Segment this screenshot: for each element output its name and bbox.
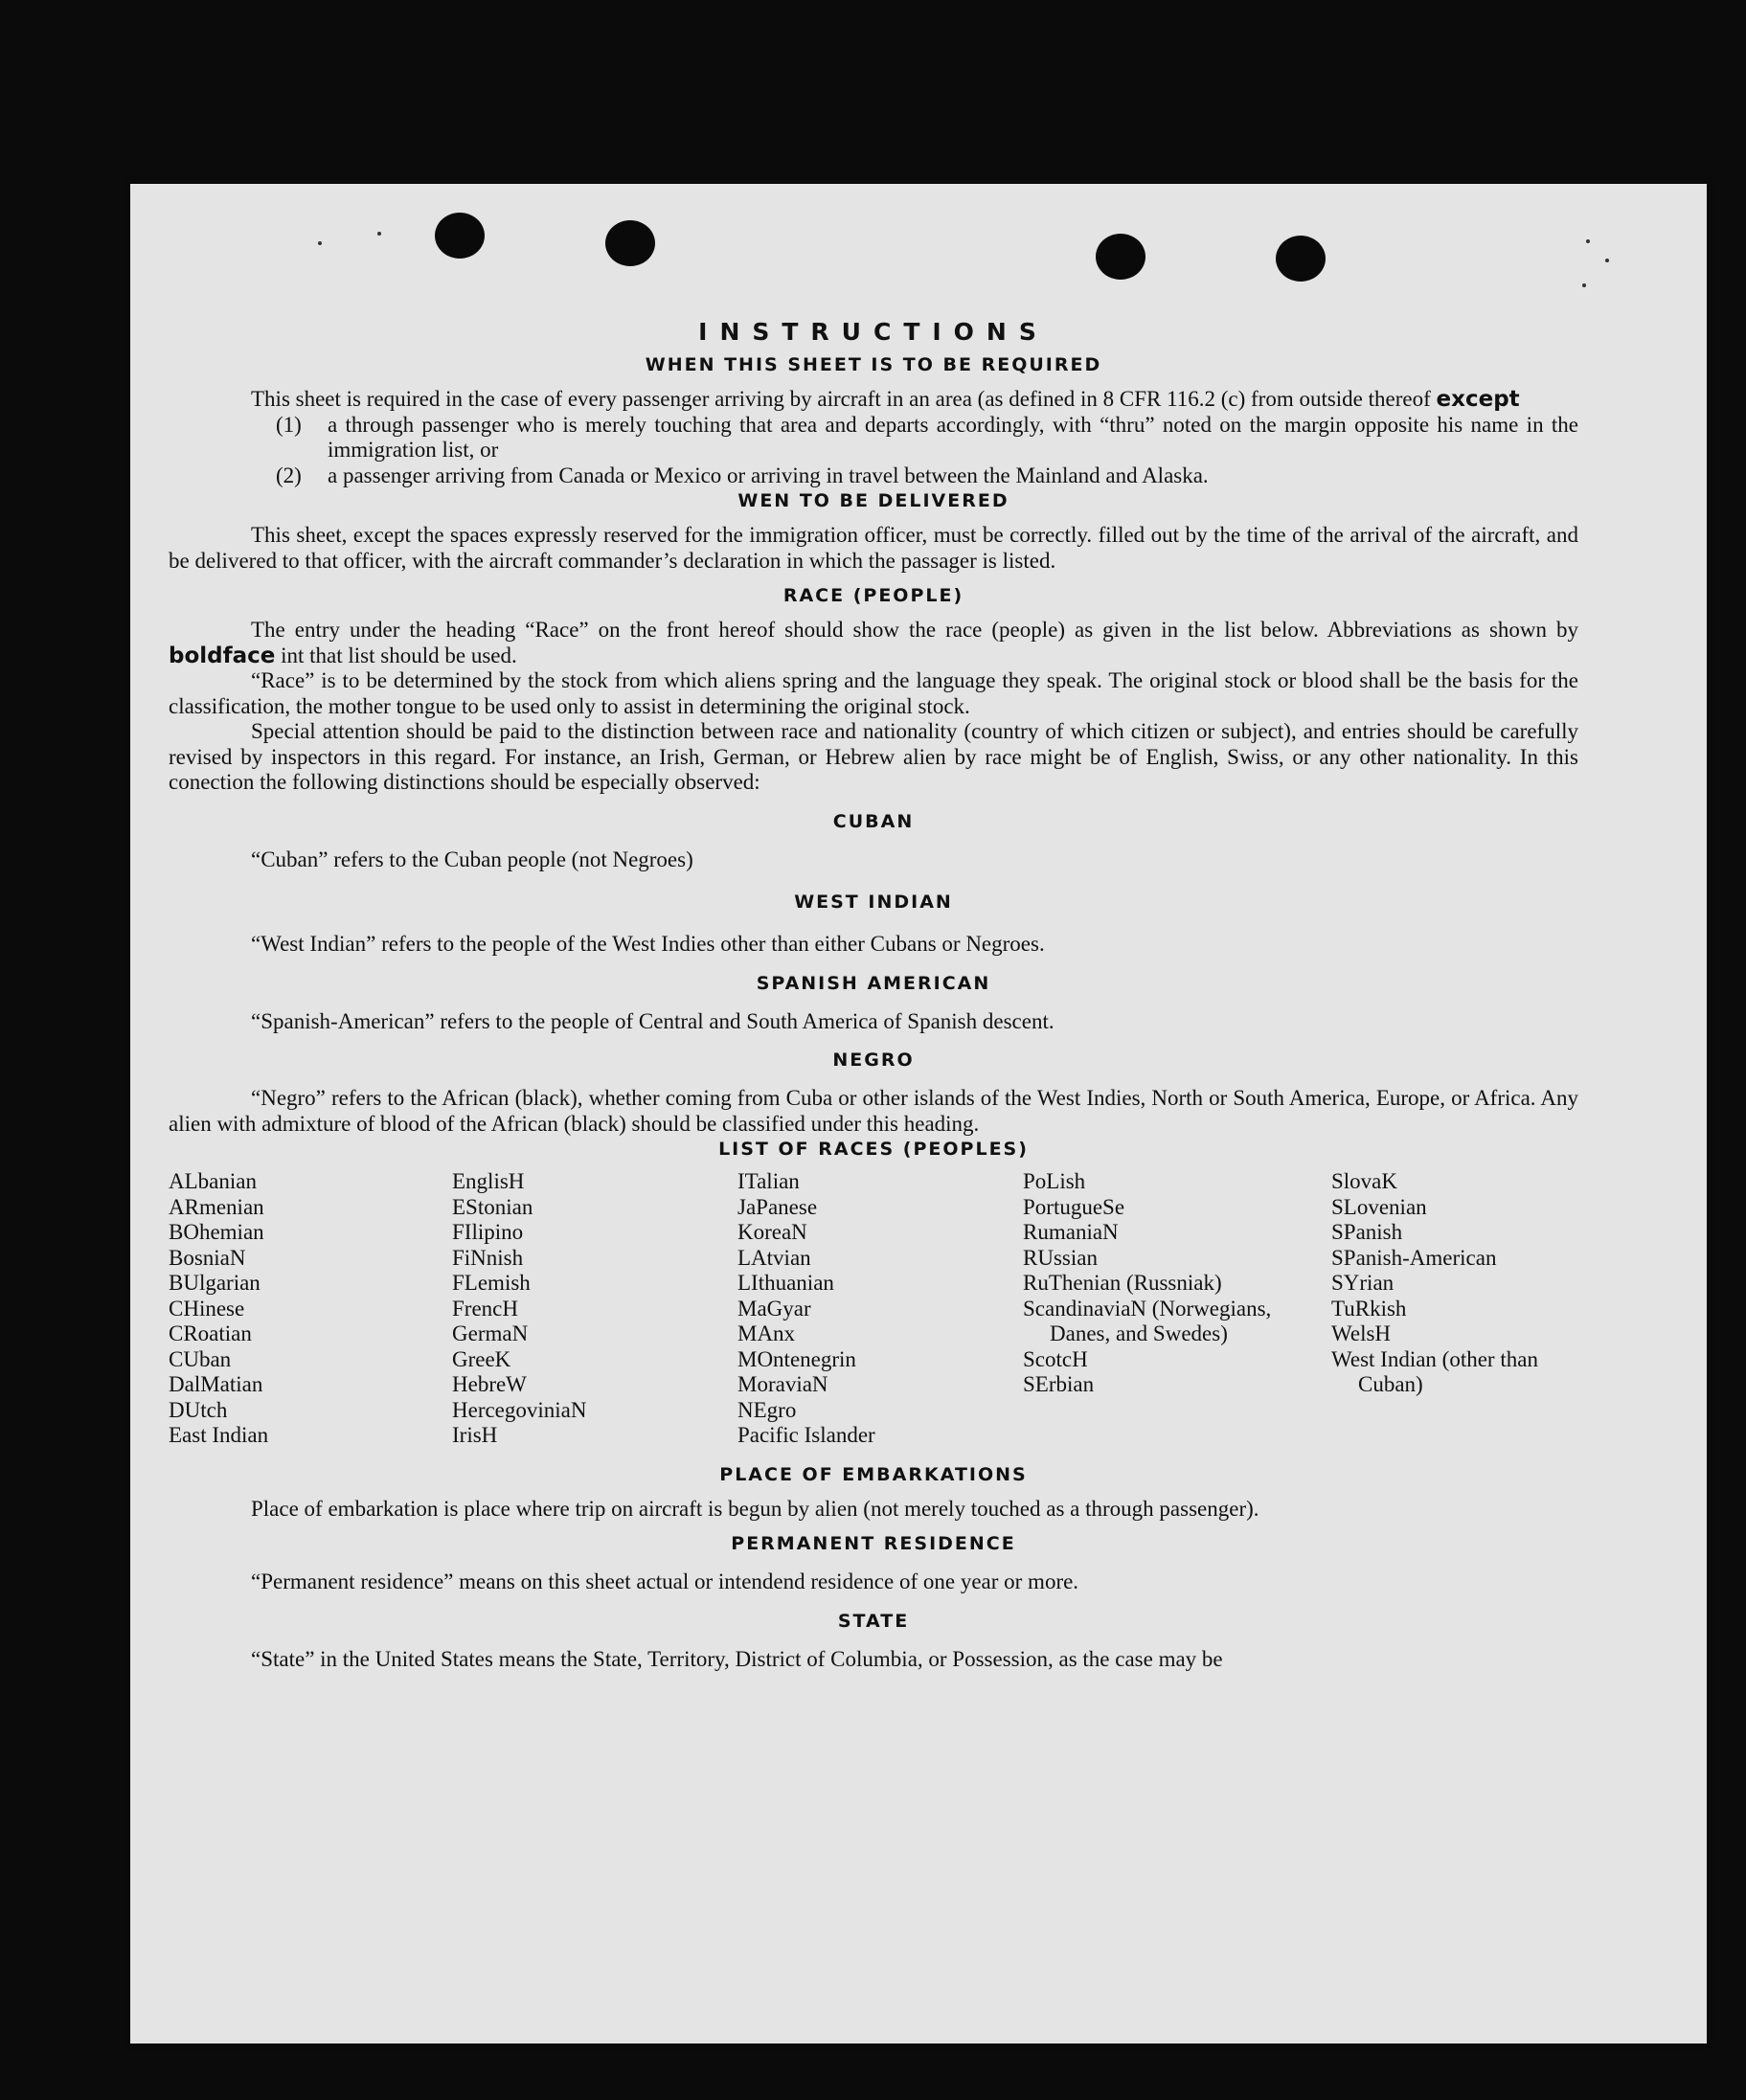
race-paragraph-3: Special attention should be paid to the distinction between race and nationality (country of which citizen or subject), and entries should be carefully revised by inspectors in this regard. For instance, an Irish, German, or Hebrew alien by race might be of English, Swiss, or any other nationality. In this conection the following distinctions should be especially observed: [169,719,1578,794]
race-paragraph-2: “Race” is to be determined by the stock from which aliens spring and the language they speak. The original stock or blood shall be the basis for the classification, the mother tongue to be used only to assist in determining the original stock. [169,668,1578,718]
race-entry: West Indian (other than Cuban) [1331,1346,1538,1396]
heading-race: RACE (PEOPLE) [782,585,964,606]
race-entry: TuRkish [1331,1296,1407,1321]
punch-hole [435,213,485,259]
heading-cuban: CUBAN [832,810,915,832]
exception-item-2: (2) a passenger arriving from Canada or Mexico or arriving in travel between the Mainland and Alaska. [276,463,1209,487]
punch-hole [605,220,655,266]
race-entry: SYrian [1331,1271,1395,1295]
punch-hole [1276,236,1326,282]
heading-residence: PERMANENT RESIDENCE [731,1533,1016,1554]
race-entry: RUssian [1023,1245,1098,1270]
race-entry: FIlipino [452,1220,524,1244]
race-entry: BUlgarian [169,1271,261,1295]
race-entry: FLemish [452,1271,531,1295]
race-entry: HebreW [452,1372,527,1396]
race-entry: MAnx [737,1321,796,1345]
heading-list-of-races: LIST OF RACES (PEOPLES) [718,1139,1029,1160]
race-entry: SPanish-American [1331,1245,1497,1270]
residence-text: “Permanent residence” means on this sheet actual or intendend residence of one year or more. [251,1569,1079,1593]
race-entry: FrencH [452,1296,518,1321]
race-entry: KoreaN [737,1220,807,1244]
race-entry: ScandinaviaN (Norwegians, Danes, and Swedes) [1023,1296,1272,1345]
delivered-text: This sheet, except the spaces expressly reserved for the immigration officer, must be correctly. filled out by the time of the arrival of the aircraft, and be delivered to that officer, with the aircraft commander’s declaration in which the passager is listed. [169,523,1578,573]
race-entry: JaPanese [737,1194,818,1219]
race-entry: RumaniaN [1023,1220,1119,1244]
except-bold: except [1436,387,1520,412]
speck [1586,239,1590,243]
race-paragraph-1: The entry under the heading “Race” on the front hereof should show the race (people) as given in the list below. Abbreviations as shown by boldface int that list should be used. [169,618,1578,668]
speck [1582,283,1586,287]
race-entry: SErbian [1023,1372,1095,1396]
race-entry: EnglisH [452,1169,525,1193]
race-column-4 [1023,1169,1331,1449]
document-sheet [130,184,1707,2044]
race-entry: HercegoviniaN [452,1397,587,1422]
required-intro: This sheet is required in the case of every passenger arriving by aircraft in an area (as defined in 8 CFR 116.2 (c) from outside thereof except [251,387,1520,412]
state-text: “State” in the United States means the State, Territory, District of Columbia, or Possession, as the case may be [251,1646,1223,1671]
race-entry: ScotcH [1023,1346,1088,1371]
document-content [169,318,1578,1672]
race-entry: IrisH [452,1423,498,1447]
race-entry: LAtvian [737,1245,811,1270]
race-entry: Pacific Islander [737,1423,875,1447]
race-entry: NEgro [737,1397,797,1422]
heading-delivered: WEN TO BE DELIVERED [737,490,1009,511]
race-entry: DalMatian [169,1372,263,1396]
race-entry: CHinese [169,1296,245,1321]
cuban-text: “Cuban” refers to the Cuban people (not Negroes) [251,847,693,871]
race-entry: SLovenian [1331,1194,1427,1219]
race-entry: ITalian [737,1169,800,1193]
race-entry: ALbanian [169,1169,257,1193]
race-entry: BosniaN [169,1245,246,1270]
boldface-word: boldface [169,643,276,668]
race-entry: SlovaK [1331,1169,1397,1193]
race-entry: EStonian [452,1194,533,1219]
page-title: INSTRUCTIONS [698,318,1049,346]
race-entry: SPanish [1331,1220,1403,1244]
race-entry: MOntenegrin [737,1346,856,1371]
heading-state: STATE [837,1610,910,1632]
heading-spanish-american: SPANISH AMERICAN [756,972,991,994]
race-entry: RuThenian (Russniak) [1023,1271,1222,1295]
race-column-5 [1331,1169,1578,1449]
race-entry: CUban [169,1346,232,1371]
race-entry: GreeK [452,1346,511,1371]
punch-hole [1096,234,1145,280]
heading-west-indian: WEST INDIAN [794,892,953,913]
west-indian-text: “West Indian” refers to the people of the West Indies other than either Cubans or Negroes. [251,932,1045,956]
heading-negro: NEGRO [832,1050,915,1071]
race-column-2 [452,1169,737,1449]
heading-embarkation: PLACE OF EMBARKATIONS [719,1463,1028,1485]
race-entry: CRoatian [169,1321,252,1345]
race-entry: MoraviaN [737,1372,828,1396]
spanish-american-text: “Spanish-American” refers to the people of Central and South America of Spanish descent. [251,1008,1054,1033]
heading-required: WHEN THIS SHEET IS TO BE REQUIRED [645,354,1102,375]
exception-item-1: (1) a through passenger who is merely touching that area and departs accordingly, with “thru” noted on the margin opposite his name in the immigration list, or [276,412,1578,462]
race-entry: ARmenian [169,1194,264,1219]
speck [1605,259,1609,262]
race-entry: FiNnish [452,1245,524,1270]
race-entry: DUtch [169,1397,228,1422]
race-entry: PoLish [1023,1169,1086,1193]
race-column-1 [169,1169,452,1449]
speck [318,241,322,245]
race-entry: WelsH [1331,1321,1392,1345]
embarkation-text: Place of embarkation is place where trip on aircraft is begun by alien (not merely touched as a through passenger). [251,1496,1259,1521]
race-entry: PortugueSe [1023,1194,1125,1219]
race-entry: East Indian [169,1423,269,1447]
race-entry: GermaN [452,1321,529,1345]
race-entry: MaGyar [737,1296,811,1321]
race-entry: LIthuanian [737,1271,834,1295]
negro-text: “Negro” refers to the African (black), whether coming from Cuba or other islands of the West Indies, North or South America, Europe, or Africa. Any alien with admixture of blood of the African (black) should be classified under this heading. [169,1086,1578,1136]
race-list [169,1169,1578,1449]
speck [377,232,381,236]
race-entry: BOhemian [169,1220,264,1244]
race-column-3 [737,1169,1023,1449]
